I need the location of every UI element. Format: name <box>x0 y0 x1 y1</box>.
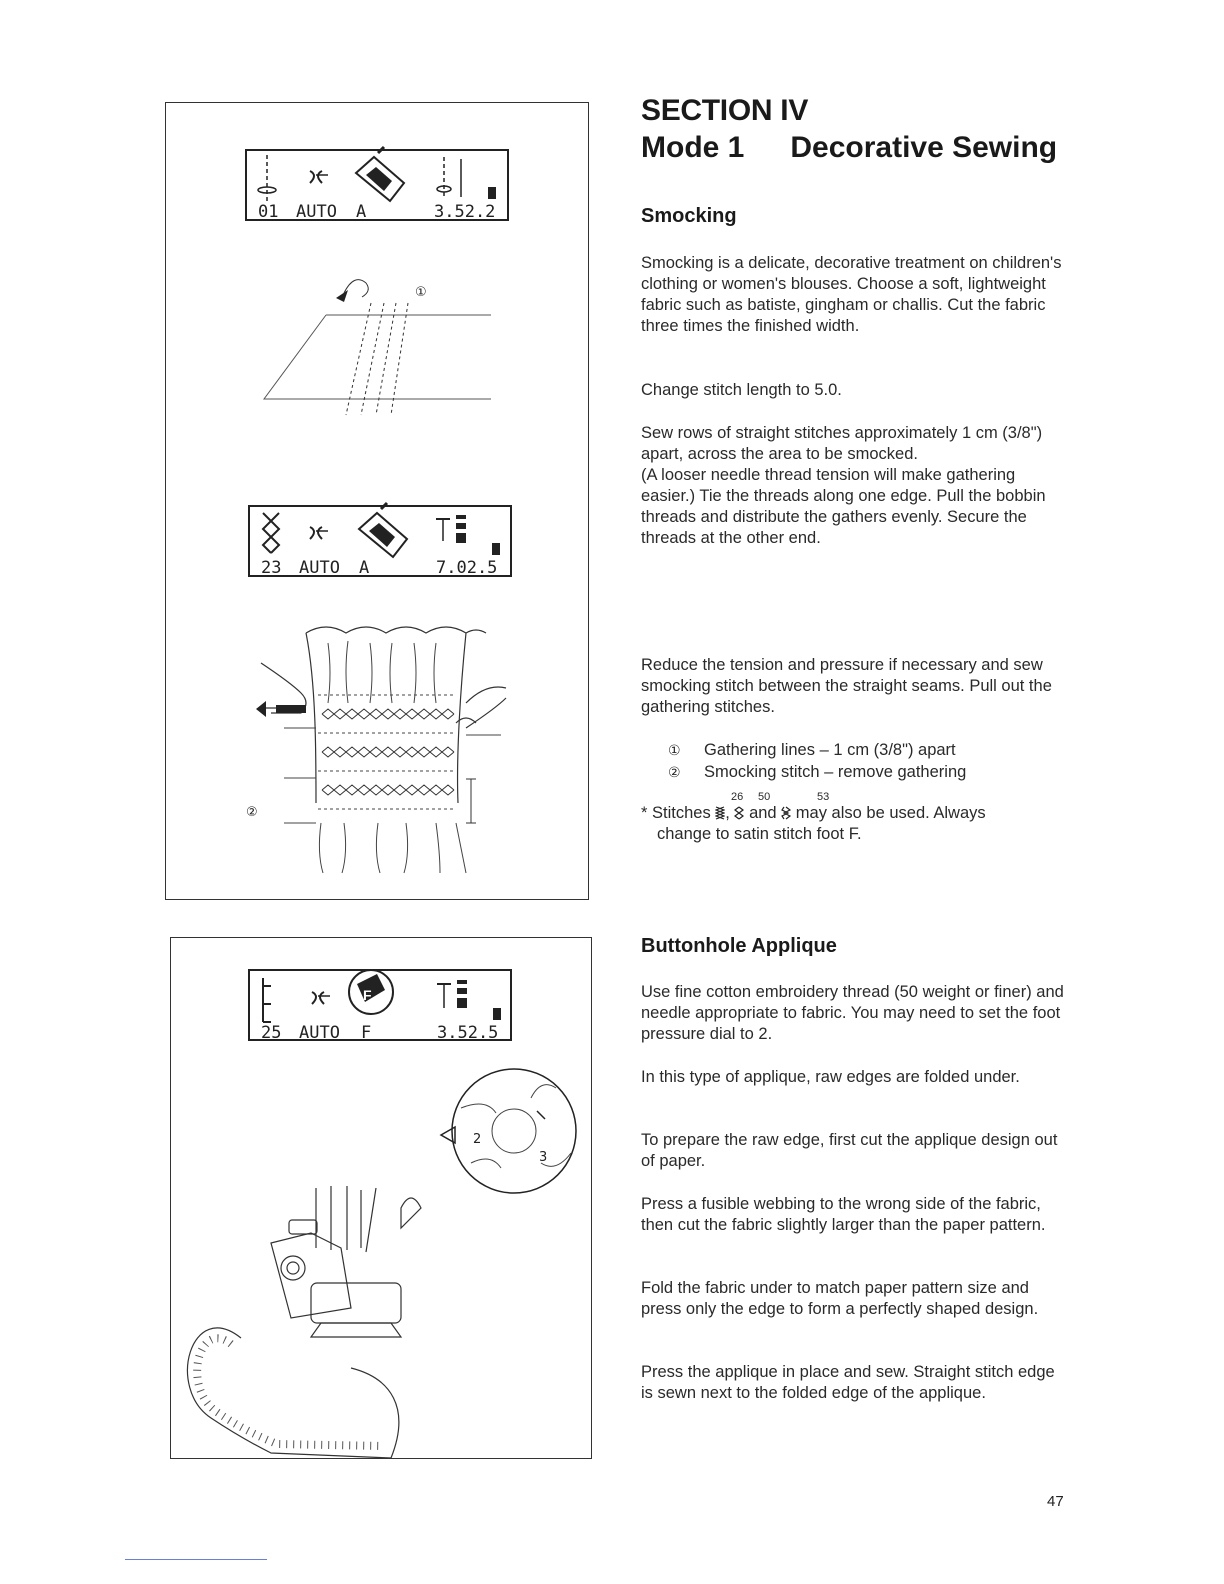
applique-illustrations <box>171 938 593 1460</box>
stitch-50-icon <box>734 806 744 820</box>
smocking-illustrations <box>166 103 590 901</box>
mode-label: Mode 1 <box>641 131 745 164</box>
section-title: SECTION IV <box>641 94 809 127</box>
stitch-number-50: 50 <box>758 791 771 803</box>
smocking-callout-list <box>668 739 1068 783</box>
lcd1-mode: AUTO <box>296 202 337 222</box>
smocking-rows: Sew rows of straight stitches approximately 1 cm (3/8") apart, across the area to be smocked. <box>641 424 1043 463</box>
lcd1-pattern: 01 <box>258 202 279 222</box>
applique-fold: Fold the fabric under to match paper pattern size and press only the edge to form a perfectly shaped design. <box>641 1279 1039 1318</box>
lcd1-values: 3.52.2 <box>434 202 496 222</box>
smocking-heading: Smocking <box>641 205 737 227</box>
svg-text:F: F <box>363 987 372 1003</box>
lcd2-values: 7.02.5 <box>436 558 498 578</box>
applique-edges: In this type of applique, raw edges are folded under. <box>641 1068 1020 1086</box>
applique-prepare: To prepare the raw edge, first cut the applique design out of paper. <box>641 1131 1058 1170</box>
dial-value: 2 <box>473 1132 482 1147</box>
applique-figure-frame <box>170 937 592 1459</box>
smocking-tension: (A looser needle thread tension will make gathering easier.) Tie the threads along one edge. Pull the bobbin threads and distribute the gathers evenly. Secure the threads at the other end. <box>641 466 1046 547</box>
stitch-number-53: 53 <box>817 791 830 803</box>
lcd3-mode: AUTO <box>299 1023 340 1043</box>
applique-thread: Use fine cotton embroidery thread (50 weight or finer) and needle appropriate to fabric. You may need to set the foot pressure dial to 2. <box>641 983 1064 1043</box>
note-line-2: change to satin stitch foot F. <box>657 825 862 843</box>
list-item: ② Smocking stitch – remove gathering <box>668 763 967 781</box>
stitch-number-26: 26 <box>731 791 744 803</box>
applique-sew: Press the applique in place and sew. Straight stitch edge is sewn next to the folded edge of the applique. <box>641 1363 1055 1402</box>
lcd3-pattern: 25 <box>261 1023 282 1043</box>
callout-2: ② <box>246 805 258 820</box>
stitch-note <box>641 787 1081 845</box>
list-item: ① Gathering lines – 1 cm (3/8") apart <box>668 741 956 759</box>
presser-foot-heart-illustration <box>188 1186 421 1458</box>
lcd3-foot: F <box>361 1023 372 1043</box>
lcd-display-1 <box>246 147 508 222</box>
applique-webbing: Press a fusible webbing to the wrong side of the fabric, then cut the fabric slightly larger than the paper pattern. <box>641 1195 1046 1234</box>
mode-name: Decorative Sewing <box>790 131 1058 164</box>
page-number: 47 <box>1047 1493 1064 1510</box>
lcd2-pattern: 23 <box>261 558 282 578</box>
callout-1: ① <box>415 285 427 300</box>
smocking-intro: Smocking is a delicate, decorative treatment on children's clothing or women's blouses. Choose a soft, lightweight fabric such as batiste, gingham or challis. Cut the fabric three times the finished width. <box>641 254 1062 335</box>
gathering-lines-illustration <box>264 280 491 415</box>
smocked-fabric-illustration <box>246 627 506 873</box>
lcd-display-2 <box>249 503 511 578</box>
note-line-1: * Stitches , and may also be used. Always <box>641 804 986 822</box>
lcd-display-3 <box>249 970 511 1043</box>
lcd3-values: 3.52.5 <box>437 1023 499 1043</box>
smocking-reduce: Reduce the tension and pressure if necessary and sew smocking stitch between the straight seams. Pull out the gathering stitches. <box>641 656 1052 716</box>
mode-title <box>641 131 1057 165</box>
lcd2-mode: AUTO <box>299 558 340 578</box>
pressure-dial <box>441 1069 576 1193</box>
footer-rule <box>125 1559 267 1560</box>
stitch-53-icon <box>781 806 791 820</box>
stitch-26-icon <box>715 806 725 820</box>
lcd2-foot: A <box>359 558 370 578</box>
applique-heading: Buttonhole Applique <box>641 935 837 957</box>
smocking-figure-frame <box>165 102 589 900</box>
lcd1-foot: A <box>356 202 367 222</box>
smocking-stitch-length: Change stitch length to 5.0. <box>641 381 842 399</box>
dial-next: 3 <box>539 1150 548 1165</box>
stitch-numbers <box>731 787 1171 803</box>
